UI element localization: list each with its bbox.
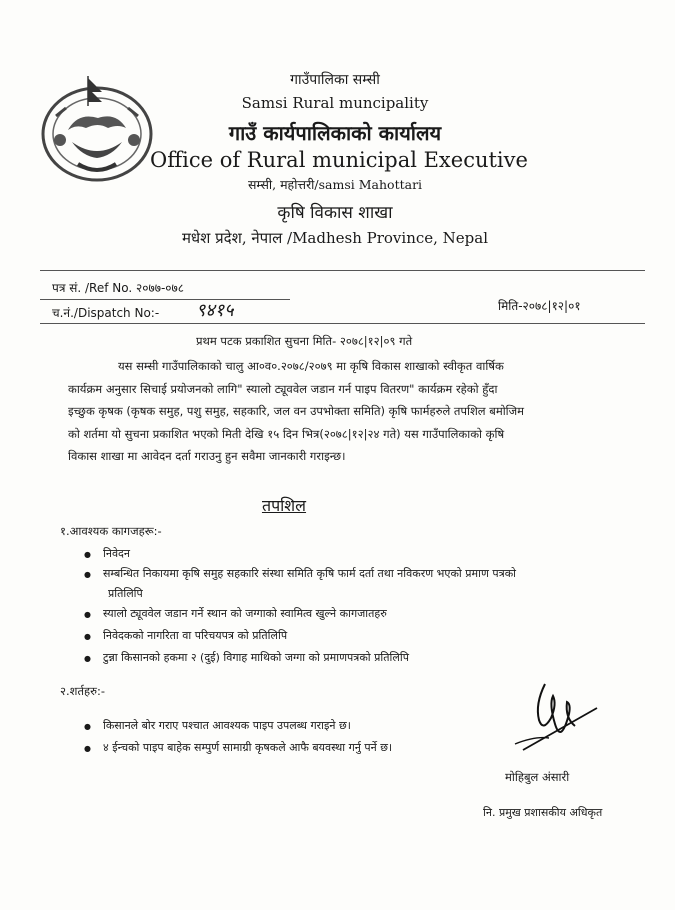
list-item: ● स्यालो ट्यूववेल जडान गर्ने स्थान को जग्गाको स्वामित्व खुल्ने कागजातहरु bbox=[84, 606, 387, 621]
header-divider-top bbox=[40, 270, 645, 271]
header-divider-bottom bbox=[40, 323, 645, 324]
header-divider-middle bbox=[40, 299, 290, 300]
office-address: सम्सी, महोत्तरी/samsi Mahottari bbox=[247, 177, 423, 192]
notice-line: इच्छुक कृषक (कृषक समुह, पशु समुह, सहकारि, जल वन उपभोक्ता समिति) कृषि फार्महरुले तपशिल बमोजिम bbox=[68, 404, 525, 418]
list-item: ● टुन्ना किसानको हकमा २ (दुई) विगाह माथिको जग्गा को प्रमाणपत्रको प्रतिलिपि bbox=[84, 650, 409, 665]
handwritten-signature bbox=[505, 674, 605, 759]
section2-title: २.शर्तहरु:- bbox=[60, 684, 106, 698]
nepal-emblem-seal bbox=[38, 72, 156, 184]
municipality-name-nepali: गाउँपालिका सम्सी bbox=[290, 72, 380, 88]
list-item: ● सम्बन्धित निकायमा कृषि समुह सहकारि संस्था समिति कृषि फार्म दर्ता तथा नविकरण भएको प्रमाण पत्रको bbox=[84, 566, 516, 581]
notice-line: यस सम्सी गाउँपालिकाको चालु आ०व०.२०७८/२०७९ मा कृषि विकास शाखाको स्वीकृत वार्षिक bbox=[118, 359, 504, 373]
municipality-name-english: Samsi Rural muncipality bbox=[241, 94, 429, 112]
province-line: मधेश प्रदेश, नेपाल /Madhesh Province, Nepal bbox=[181, 229, 489, 247]
letter-date: मिति-२०७८|१२|०१ bbox=[498, 299, 581, 313]
list-item: ● ४ ईन्चको पाइप बाहेक सम्पुर्ण सामाग्री कृषकले आफै बयवस्था गर्नु पर्ने छ। bbox=[84, 740, 392, 755]
office-name-english: Office of Rural municipal Executive bbox=[150, 148, 528, 172]
dispatch-label: च.नं./Dispatch No:- bbox=[52, 306, 160, 320]
dispatch-number: ९४१५ bbox=[196, 300, 234, 321]
notice-line: विकास शाखा मा आवेदन दर्ता गराउनु हुन सवैमा जानकारी गराइन्छ। bbox=[68, 449, 346, 463]
office-name-nepali: गाउँ कार्यपालिकाको कार्यालय bbox=[228, 121, 442, 145]
department-name: कृषि विकास शाखा bbox=[277, 203, 393, 223]
details-heading: तपशिल bbox=[261, 496, 307, 515]
notice-body bbox=[68, 355, 642, 468]
notice-title: प्रथम पटक प्रकाशित सुचना मिति- २०७८|१२|०९ गते bbox=[196, 334, 413, 348]
section1-title: १.आवश्यक कागजहरू:- bbox=[60, 524, 162, 538]
signatory-name: मोहिबुल अंसारी bbox=[505, 770, 570, 784]
notice-line: कार्यक्रम अनुसार सिचाई प्रयोजनको लागि" स्यालो ट्यूववेल जडान गर्न पाइप वितरण" कार्यक्रम रहेको हुँदा bbox=[68, 381, 498, 396]
notice-line: को शर्तमा यो सुचना प्रकाशित भएको मिती देखि १५ दिन भित्र(२०७८|१२|२४ गते) यस गाउँपालिकाको कृषि bbox=[68, 426, 505, 441]
list-item: ● निवेदन bbox=[84, 546, 130, 561]
signatory-title: नि. प्रमुख प्रशासकीय अधिकृत bbox=[483, 806, 603, 819]
ref-number: पत्र सं. /Ref No. २०७७-०७८ bbox=[52, 281, 185, 295]
list-item-continuation: प्रतिलिपि bbox=[108, 587, 143, 600]
list-item: ● किसानले बोर गराए पश्चात आवश्यक पाइप उपलब्ध गराइने छ। bbox=[84, 718, 351, 733]
list-item: ● निवेदकको नागरिता वा परिचयपत्र को प्रतिलिपि bbox=[84, 628, 287, 643]
